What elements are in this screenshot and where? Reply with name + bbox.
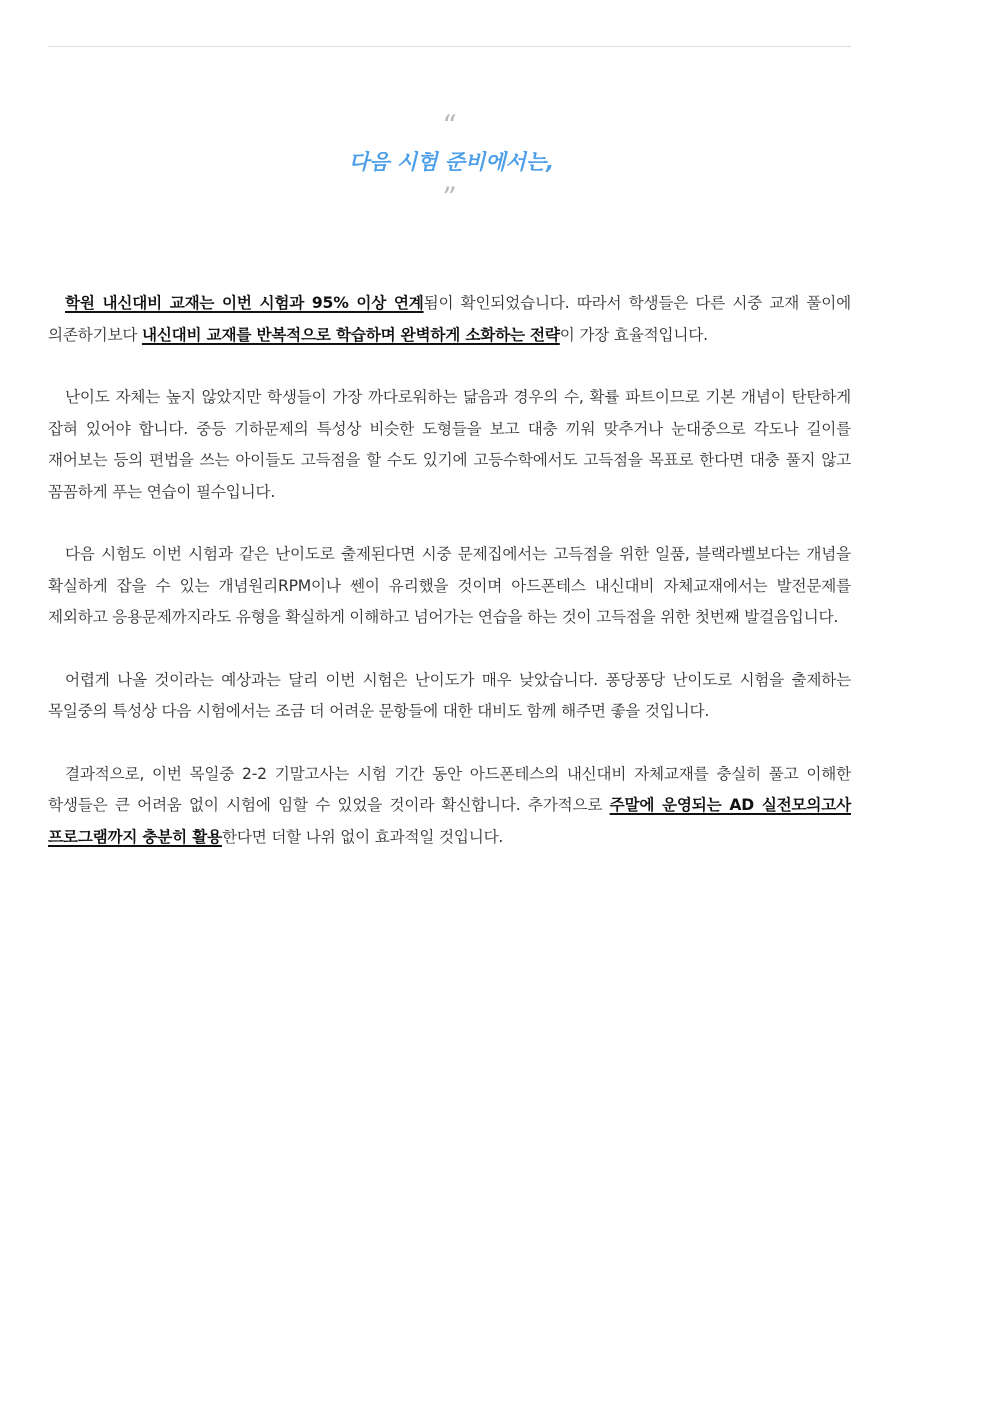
emphasized-text: 주말에 운영되는 AD 실전모의고사 프로그램까지 충분히 활용 xyxy=(48,796,851,846)
body-paragraph xyxy=(48,288,851,351)
paragraph-text: 이 가장 효율적입니다. xyxy=(559,325,708,344)
article-body xyxy=(48,288,851,884)
paragraph-text: 결과적으로, 이번 목일중 2-2 기말고사는 시험 기간 동안 아드폰테스의 내신대비 자체교재를 충실히 풀고 이해한 학생들은 큰 어려움 없이 시험에 임할 수 있었을 것이라 확신합니다. 추가적으로 xyxy=(48,764,851,814)
paragraph-text: 한다면 더할 나위 없이 효과적일 것입니다. xyxy=(221,827,504,846)
close-quote-mark: ” xyxy=(442,181,457,214)
body-paragraph xyxy=(48,539,851,634)
emphasized-text: 내신대비 교재를 반복적으로 학습하며 완벽하게 소화하는 전략 xyxy=(141,325,560,344)
open-quote-mark: “ xyxy=(442,109,457,142)
body-paragraph xyxy=(48,382,851,508)
paragraph-text: 난이도 자체는 높지 않았지만 학생들이 가장 까다로워하는 닮음과 경우의 수, 확률 파트이므로 기본 개념이 탄탄하게 잡혀 있어야 합니다. 중등 기하문제의 특성상 비슷한 도형들을 보고 대충 끼워 맞추거나 눈대중으로 각도나 길이를 재어보는 등의 편법을 쓰는 아이들도 고득점을 할 수도 있기에 고등수학에서도 고득점을 목표로 한다면 대충 풀지 않고 꼼꼼하게 푸는 연습이 필수입니다. xyxy=(48,388,851,501)
top-divider xyxy=(48,46,851,47)
pull-quote-title: 다음 시험 준비에서는, xyxy=(348,150,555,174)
body-paragraph xyxy=(48,665,851,728)
paragraph-text: 다음 시험도 이번 시험과 같은 난이도로 출제된다면 시중 문제집에서는 고득점을 위한 일품, 블랙라벨보다는 개념을 확실하게 잡을 수 있는 개념원리RPM이나 쎈이 유리했을 것이며 아드폰테스 내신대비 자체교재에서는 발전문제를 제외하고 응용문제까지라도 유형을 확실하게 이해하고 넘어가는 연습을 하는 것이 고득점을 위한 첫번째 발걸음입니다. xyxy=(48,545,851,626)
body-paragraph xyxy=(48,759,851,854)
pull-quote xyxy=(48,109,851,214)
paragraph-text: 어렵게 나올 것이라는 예상과는 달리 이번 시험은 난이도가 매우 낮았습니다. 퐁당퐁당 난이도로 시험을 출제하는 목일중의 특성상 다음 시험에서는 조금 더 어려운 문항들에 대한 대비도 함께 해주면 좋을 것입니다. xyxy=(48,670,851,720)
paragraph-text: 됨이 확인되었습니다. 따라서 학생들은 다른 시중 교재 풀이에 의존하기보다 xyxy=(48,294,851,344)
emphasized-text: 학원 내신대비 교재는 이번 시험과 95% 이상 연계 xyxy=(65,294,424,312)
